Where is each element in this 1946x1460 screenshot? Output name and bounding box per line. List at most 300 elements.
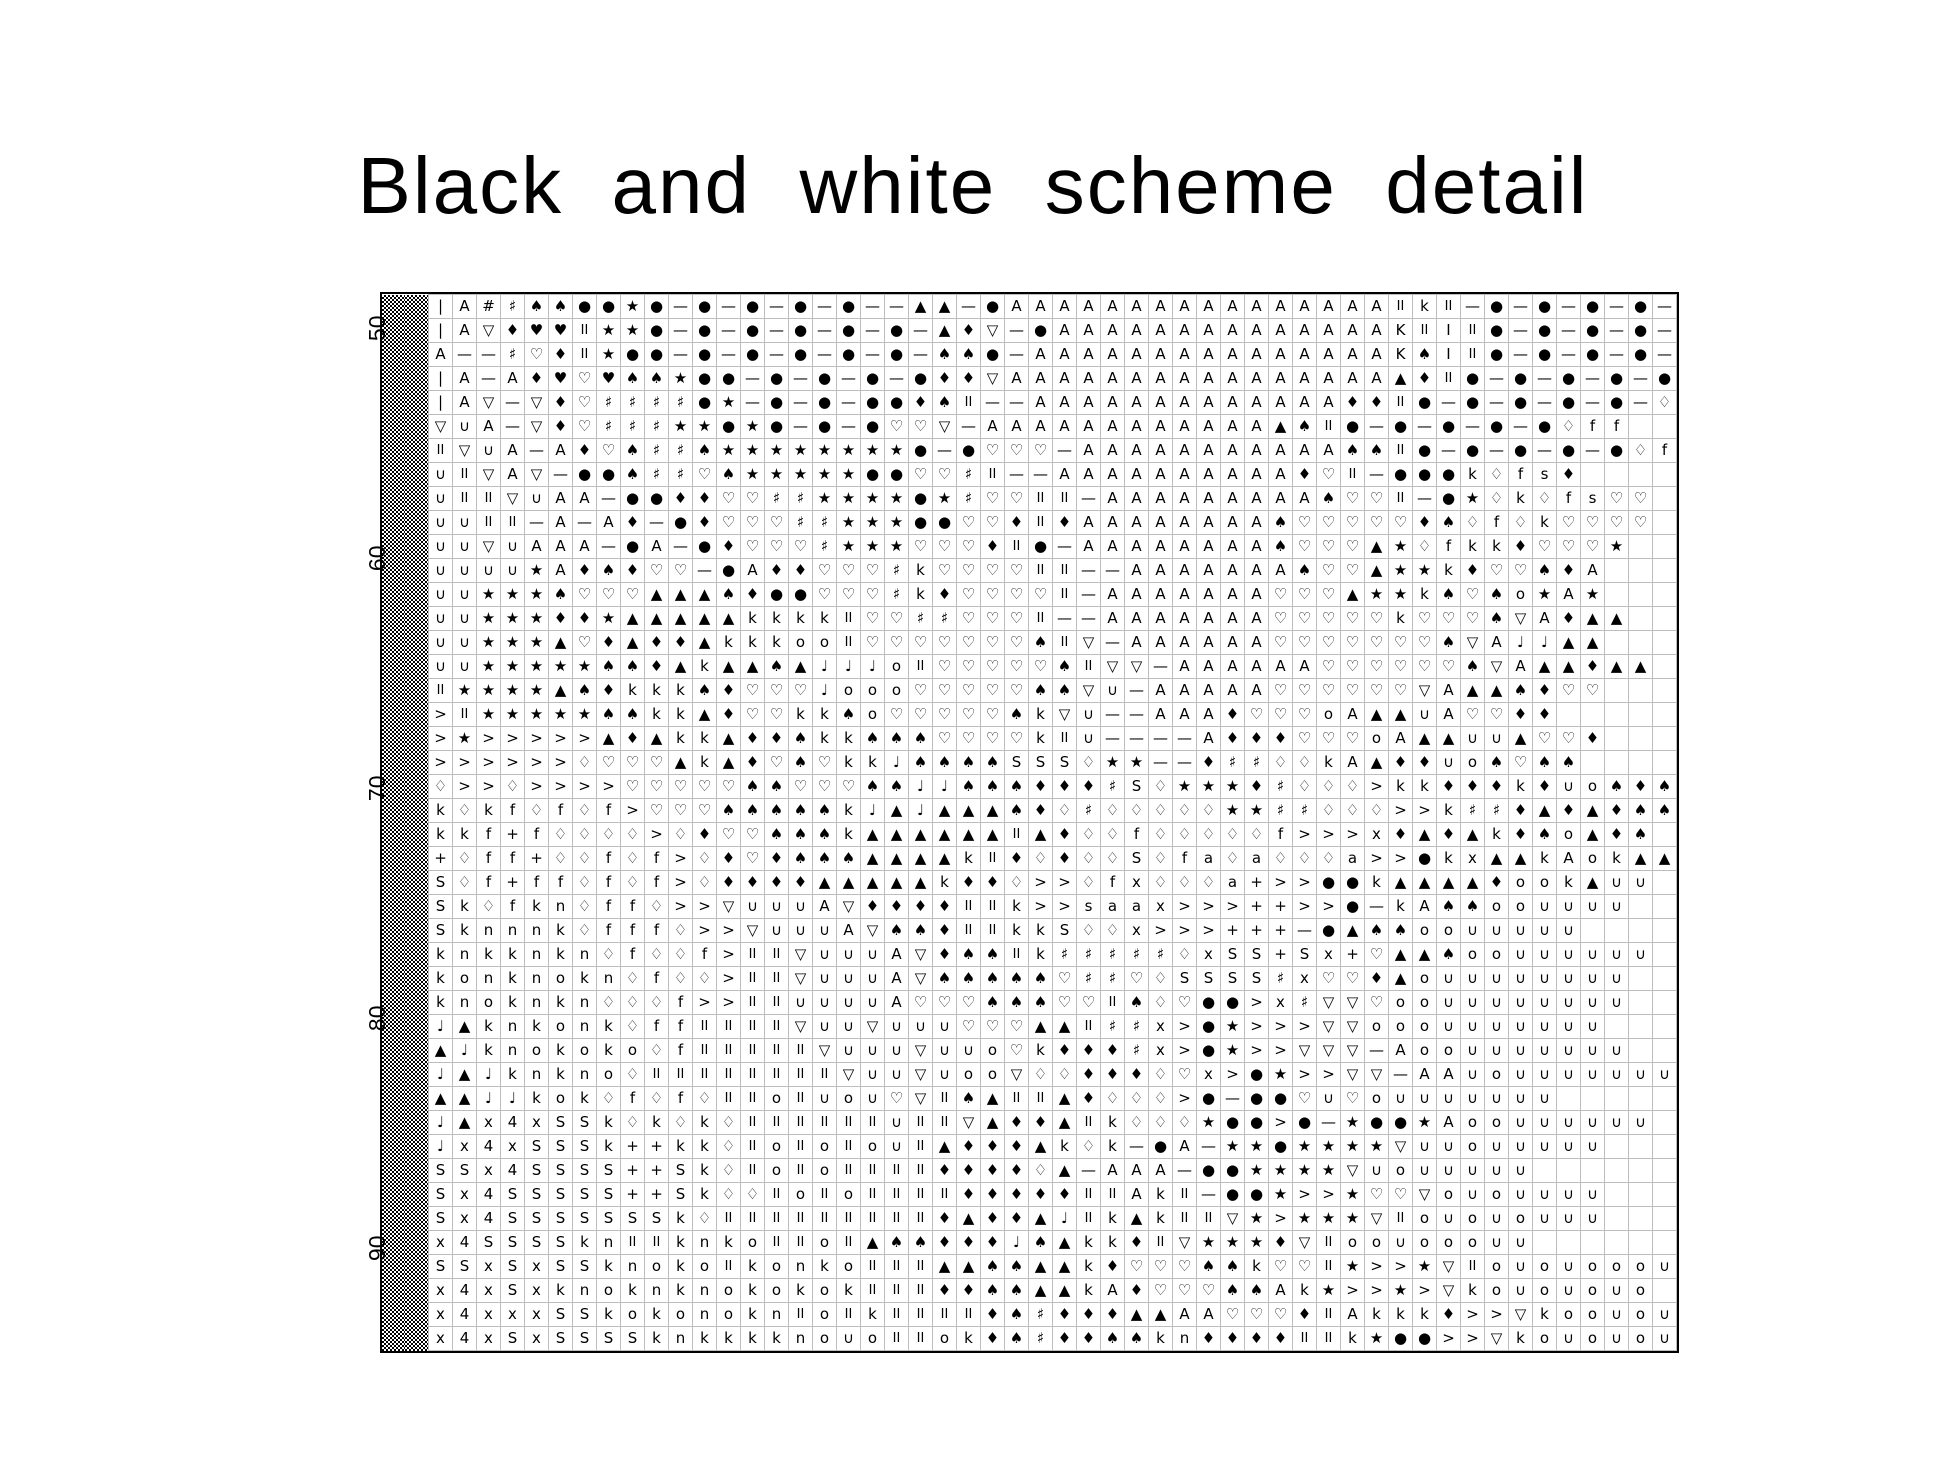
pattern-cell: ♢ xyxy=(573,895,597,919)
pattern-cell: > xyxy=(453,775,477,799)
pattern-cell: ♢ xyxy=(1533,487,1557,511)
pattern-cell: A xyxy=(1173,367,1197,391)
pattern-cell: A xyxy=(1269,391,1293,415)
pattern-cell: ● xyxy=(1245,1063,1269,1087)
pattern-cell: ♦ xyxy=(1125,1279,1149,1303)
pattern-cell: ♡ xyxy=(1341,679,1365,703)
pattern-cell: ♯ xyxy=(1221,751,1245,775)
pattern-cell: ♡ xyxy=(597,751,621,775)
pattern-cell: ▲ xyxy=(1581,823,1605,847)
pattern-cell: ♦ xyxy=(549,607,573,631)
pattern-cell: II xyxy=(741,967,765,991)
pattern-cell: II xyxy=(837,1135,861,1159)
pattern-cell: ▲ xyxy=(1581,799,1605,823)
pattern-cell: ▲ xyxy=(885,823,909,847)
pattern-cell: ● xyxy=(1461,439,1485,463)
pattern-cell: II xyxy=(1053,583,1077,607)
pattern-cell: ▲ xyxy=(1341,919,1365,943)
pattern-cell: ▽ xyxy=(1293,1039,1317,1063)
pattern-cell: ▲ xyxy=(981,823,1005,847)
pattern-cell: ∪ xyxy=(1581,991,1605,1015)
pattern-cell: ♡ xyxy=(621,751,645,775)
pattern-cell: k xyxy=(1101,1135,1125,1159)
pattern-cell: ♡ xyxy=(1341,535,1365,559)
pattern-cell: ★ xyxy=(597,319,621,343)
pattern-cell xyxy=(1653,991,1677,1015)
pattern-cell: ♠ xyxy=(1293,559,1317,583)
pattern-cell: > xyxy=(1245,1015,1269,1039)
pattern-cell: ♢ xyxy=(1173,1111,1197,1135)
pattern-cell: k xyxy=(477,799,501,823)
pattern-cell: ★ xyxy=(1461,487,1485,511)
pattern-cell: ▲ xyxy=(693,583,717,607)
pattern-cell: n xyxy=(525,967,549,991)
pattern-cell: S xyxy=(573,1303,597,1327)
pattern-cell: A xyxy=(1077,511,1101,535)
pattern-cell: > xyxy=(1413,799,1437,823)
pattern-cell: S xyxy=(429,1207,453,1231)
pattern-cell: II xyxy=(573,343,597,367)
pattern-cell: ♦ xyxy=(1413,367,1437,391)
pattern-cell: ♡ xyxy=(1389,511,1413,535)
pattern-cell: ★ xyxy=(477,703,501,727)
pattern-cell: S xyxy=(1221,943,1245,967)
pattern-cell: II xyxy=(1149,1231,1173,1255)
pattern-cell: k xyxy=(693,655,717,679)
pattern-cell: A xyxy=(1101,319,1125,343)
pattern-cell: ♢ xyxy=(693,871,717,895)
pattern-cell: ● xyxy=(1245,1183,1269,1207)
pattern-cell: ♡ xyxy=(837,559,861,583)
pattern-cell: A xyxy=(573,487,597,511)
pattern-cell: II xyxy=(789,1087,813,1111)
pattern-cell: ▽ xyxy=(717,895,741,919)
pattern-cell: k xyxy=(429,799,453,823)
pattern-cell: o xyxy=(1509,895,1533,919)
pattern-cell: ♠ xyxy=(1509,679,1533,703)
pattern-cell: ♢ xyxy=(573,823,597,847)
pattern-cell: ★ xyxy=(621,319,645,343)
pattern-cell: A xyxy=(1053,415,1077,439)
pattern-cell: k xyxy=(1101,1207,1125,1231)
pattern-cell: A xyxy=(1197,463,1221,487)
pattern-cell: o xyxy=(813,1327,837,1351)
pattern-cell: A xyxy=(1389,1039,1413,1063)
pattern-cell: ▽ xyxy=(429,415,453,439)
pattern-cell: n xyxy=(693,1231,717,1255)
pattern-cell: ♩ xyxy=(453,1039,477,1063)
pattern-cell: k xyxy=(549,1039,573,1063)
pattern-cell: o xyxy=(1389,1159,1413,1183)
pattern-cell: ▲ xyxy=(1557,631,1581,655)
pattern-cell xyxy=(405,1207,429,1231)
pattern-cell xyxy=(382,1135,405,1159)
pattern-cell: ♡ xyxy=(573,415,597,439)
pattern-cell: — xyxy=(1365,895,1389,919)
pattern-cell: A xyxy=(1341,751,1365,775)
pattern-cell: ♠ xyxy=(1653,799,1677,823)
pattern-cell: A xyxy=(1053,463,1077,487)
pattern-cell xyxy=(405,1279,429,1303)
pattern-cell: A xyxy=(1149,703,1173,727)
pattern-cell xyxy=(405,967,429,991)
pattern-cell: > xyxy=(1317,895,1341,919)
pattern-cell: — xyxy=(1605,295,1629,319)
pattern-cell: ♡ xyxy=(957,991,981,1015)
pattern-cell: A xyxy=(1317,391,1341,415)
pattern-cell: > xyxy=(453,751,477,775)
pattern-cell: ● xyxy=(1413,463,1437,487)
pattern-cell: ∪ xyxy=(453,655,477,679)
pattern-cell: + xyxy=(621,1135,645,1159)
pattern-cell: o xyxy=(1413,919,1437,943)
pattern-cell: ♢ xyxy=(1077,1135,1101,1159)
pattern-cell: A xyxy=(1173,391,1197,415)
pattern-cell xyxy=(1629,679,1653,703)
pattern-cell: ♡ xyxy=(1269,607,1293,631)
pattern-cell: S xyxy=(573,1327,597,1351)
pattern-cell: II xyxy=(909,1327,933,1351)
pattern-cell: II xyxy=(765,1183,789,1207)
pattern-cell: A xyxy=(1173,1135,1197,1159)
pattern-cell: ∪ xyxy=(1605,1279,1629,1303)
pattern-cell: II xyxy=(861,1111,885,1135)
pattern-cell: ∪ xyxy=(1581,967,1605,991)
pattern-cell: k xyxy=(669,1231,693,1255)
pattern-cell: II xyxy=(1461,1255,1485,1279)
pattern-cell: ♯ xyxy=(885,583,909,607)
pattern-cell: n xyxy=(573,1063,597,1087)
pattern-cell xyxy=(1653,511,1677,535)
pattern-cell: ● xyxy=(789,295,813,319)
pattern-cell: ★ xyxy=(501,607,525,631)
pattern-cell: ★ xyxy=(813,487,837,511)
pattern-cell: > xyxy=(549,751,573,775)
pattern-cell: II xyxy=(717,1039,741,1063)
pattern-cell: o xyxy=(765,1159,789,1183)
pattern-cell: ♡ xyxy=(1341,727,1365,751)
pattern-cell: A xyxy=(1149,631,1173,655)
pattern-cell: — xyxy=(1533,439,1557,463)
pattern-cell: ♡ xyxy=(957,631,981,655)
pattern-cell: ♠ xyxy=(813,823,837,847)
pattern-cell: x xyxy=(525,1255,549,1279)
pattern-cell: S xyxy=(549,1231,573,1255)
pattern-cell: ♯ xyxy=(1053,943,1077,967)
pattern-cell: ♦ xyxy=(789,871,813,895)
pattern-cell: ★ xyxy=(789,439,813,463)
pattern-cell: ● xyxy=(1221,991,1245,1015)
pattern-cell: x xyxy=(453,1207,477,1231)
pattern-cell xyxy=(382,1303,405,1327)
pattern-cell xyxy=(1605,1231,1629,1255)
pattern-cell: ∪ xyxy=(1581,1063,1605,1087)
pattern-cell: ♢ xyxy=(1149,1063,1173,1087)
pattern-cell: ∪ xyxy=(861,991,885,1015)
pattern-cell: ♦ xyxy=(693,511,717,535)
pattern-cell: ♯ xyxy=(1149,943,1173,967)
pattern-cell: o xyxy=(813,1135,837,1159)
pattern-cell: ♠ xyxy=(1197,1255,1221,1279)
pattern-cell: ♡ xyxy=(1269,631,1293,655)
pattern-cell: f xyxy=(1269,823,1293,847)
pattern-cell: ∪ xyxy=(765,895,789,919)
pattern-cell: ▽ xyxy=(957,1111,981,1135)
pattern-cell: — xyxy=(933,439,957,463)
pattern-cell: II xyxy=(1077,1183,1101,1207)
pattern-cell: ♦ xyxy=(1005,1183,1029,1207)
pattern-cell xyxy=(382,463,405,487)
pattern-cell: ♡ xyxy=(1365,655,1389,679)
pattern-cell: ♦ xyxy=(1629,775,1653,799)
pattern-cell: o xyxy=(1365,727,1389,751)
pattern-cell: ♦ xyxy=(1509,535,1533,559)
pattern-cell: k xyxy=(453,895,477,919)
pattern-cell: x xyxy=(1125,919,1149,943)
pattern-cell: ∪ xyxy=(909,1015,933,1039)
pattern-cell: II xyxy=(717,1015,741,1039)
pattern-cell: k xyxy=(597,1111,621,1135)
pattern-cell: o xyxy=(669,1303,693,1327)
pattern-cell: ♡ xyxy=(1053,991,1077,1015)
pattern-cell: k xyxy=(693,727,717,751)
pattern-cell xyxy=(382,487,405,511)
pattern-cell: ♡ xyxy=(1365,511,1389,535)
pattern-cell: II xyxy=(933,1303,957,1327)
pattern-cell: S xyxy=(1053,751,1077,775)
pattern-row xyxy=(382,1183,1677,1207)
pattern-cell: ∪ xyxy=(1533,967,1557,991)
pattern-cell xyxy=(1653,1159,1677,1183)
pattern-cell: ♢ xyxy=(621,1063,645,1087)
pattern-cell: S xyxy=(1245,943,1269,967)
pattern-cell: ♡ xyxy=(1005,1015,1029,1039)
pattern-cell: ♡ xyxy=(669,799,693,823)
pattern-cell: ∪ xyxy=(1533,1111,1557,1135)
pattern-cell: A xyxy=(1101,463,1125,487)
pattern-cell: A xyxy=(1101,343,1125,367)
pattern-cell: ● xyxy=(693,295,717,319)
pattern-cell: S xyxy=(573,1111,597,1135)
pattern-cell: ♩ xyxy=(1533,631,1557,655)
pattern-cell: ∪ xyxy=(1461,919,1485,943)
pattern-cell: — xyxy=(717,295,741,319)
pattern-cell: A xyxy=(1269,463,1293,487)
pattern-cell: A xyxy=(1221,535,1245,559)
pattern-cell: o xyxy=(1413,1015,1437,1039)
pattern-cell: ♦ xyxy=(765,727,789,751)
pattern-cell: ▲ xyxy=(861,1231,885,1255)
pattern-cell: o xyxy=(837,1183,861,1207)
pattern-cell: ∪ xyxy=(1461,727,1485,751)
pattern-cell: ★ xyxy=(549,703,573,727)
pattern-cell: A xyxy=(525,535,549,559)
pattern-cell: ♢ xyxy=(1101,823,1125,847)
pattern-cell: — xyxy=(693,559,717,583)
pattern-cell: A xyxy=(1221,559,1245,583)
pattern-cell: II xyxy=(1317,1231,1341,1255)
pattern-cell: A xyxy=(1293,319,1317,343)
pattern-cell: ▲ xyxy=(1437,727,1461,751)
pattern-cell: ♠ xyxy=(1005,967,1029,991)
pattern-cell: ∪ xyxy=(1557,967,1581,991)
pattern-cell: f xyxy=(501,799,525,823)
pattern-cell: ♡ xyxy=(861,607,885,631)
pattern-cell: k xyxy=(1413,1303,1437,1327)
pattern-cell: ★ xyxy=(1413,1255,1437,1279)
pattern-cell: k xyxy=(597,1135,621,1159)
pattern-cell: ♡ xyxy=(981,583,1005,607)
pattern-cell: ▲ xyxy=(693,631,717,655)
pattern-cell xyxy=(405,1303,429,1327)
pattern-cell: ♡ xyxy=(957,535,981,559)
pattern-cell: ∪ xyxy=(813,1087,837,1111)
pattern-cell: A xyxy=(1125,367,1149,391)
pattern-cell: ▲ xyxy=(1437,871,1461,895)
pattern-cell: ∪ xyxy=(885,1039,909,1063)
pattern-cell: ● xyxy=(645,295,669,319)
pattern-cell: ∪ xyxy=(1509,1231,1533,1255)
pattern-cell: ▽ xyxy=(861,1015,885,1039)
pattern-cell: ♦ xyxy=(1077,1039,1101,1063)
pattern-cell: — xyxy=(1485,439,1509,463)
pattern-cell: f xyxy=(669,991,693,1015)
pattern-cell: ▽ xyxy=(837,895,861,919)
pattern-cell: A xyxy=(1149,535,1173,559)
pattern-cell: ♡ xyxy=(981,655,1005,679)
pattern-cell: ♠ xyxy=(1317,487,1341,511)
pattern-cell: A xyxy=(1173,703,1197,727)
pattern-cell: > xyxy=(1197,919,1221,943)
pattern-cell: f xyxy=(669,1015,693,1039)
pattern-cell: ∪ xyxy=(1557,1279,1581,1303)
pattern-cell: ♡ xyxy=(1005,439,1029,463)
pattern-cell: ♦ xyxy=(549,415,573,439)
pattern-cell: ♢ xyxy=(1077,847,1101,871)
pattern-cell: ♦ xyxy=(573,607,597,631)
pattern-cell: ▽ xyxy=(981,319,1005,343)
pattern-cell xyxy=(405,463,429,487)
pattern-cell: ∪ xyxy=(1557,1015,1581,1039)
pattern-cell: ▲ xyxy=(861,847,885,871)
pattern-cell: S xyxy=(477,1231,501,1255)
pattern-cell: ▲ xyxy=(861,823,885,847)
pattern-cell: ★ xyxy=(1221,775,1245,799)
pattern-cell: ∪ xyxy=(1509,943,1533,967)
pattern-cell: ♯ xyxy=(1125,1039,1149,1063)
pattern-cell xyxy=(1653,1135,1677,1159)
pattern-cell: ♯ xyxy=(1077,967,1101,991)
pattern-cell: o xyxy=(861,1327,885,1351)
pattern-cell: ♡ xyxy=(741,823,765,847)
pattern-cell: x xyxy=(501,1135,525,1159)
pattern-cell: ♢ xyxy=(1293,847,1317,871)
pattern-cell: ▽ xyxy=(789,967,813,991)
pattern-cell: ★ xyxy=(501,679,525,703)
pattern-cell xyxy=(1605,1207,1629,1231)
pattern-cell: ♦ xyxy=(1005,847,1029,871)
pattern-cell: ♡ xyxy=(1605,487,1629,511)
pattern-cell: ♡ xyxy=(1509,751,1533,775)
pattern-cell: k xyxy=(1461,1279,1485,1303)
pattern-cell: ▲ xyxy=(957,823,981,847)
pattern-cell xyxy=(1629,535,1653,559)
pattern-cell: ♡ xyxy=(885,631,909,655)
pattern-cell xyxy=(405,727,429,751)
pattern-cell: k xyxy=(909,559,933,583)
pattern-cell: ★ xyxy=(789,463,813,487)
pattern-cell: II xyxy=(1053,727,1077,751)
pattern-cell: ● xyxy=(933,511,957,535)
pattern-cell xyxy=(405,1015,429,1039)
row-axis-tick: 50 xyxy=(364,315,391,342)
pattern-cell: k xyxy=(429,991,453,1015)
pattern-cell: II xyxy=(429,439,453,463)
pattern-cell: ♢ xyxy=(621,991,645,1015)
pattern-cell: ♠ xyxy=(549,295,573,319)
pattern-cell: ★ xyxy=(669,415,693,439)
pattern-cell: ∪ xyxy=(429,487,453,511)
pattern-cell: ∪ xyxy=(1605,1063,1629,1087)
pattern-cell: A xyxy=(1125,535,1149,559)
pattern-cell: ∪ xyxy=(1509,991,1533,1015)
pattern-cell xyxy=(382,895,405,919)
pattern-cell: > xyxy=(645,823,669,847)
pattern-cell: ♥ xyxy=(549,319,573,343)
pattern-row xyxy=(382,559,1677,583)
pattern-cell: ▲ xyxy=(933,295,957,319)
pattern-cell: ♠ xyxy=(621,703,645,727)
pattern-cell: II xyxy=(1389,487,1413,511)
pattern-cell: o xyxy=(981,1039,1005,1063)
pattern-cell: k xyxy=(717,631,741,655)
pattern-cell: — xyxy=(1125,703,1149,727)
pattern-cell: ♠ xyxy=(1293,415,1317,439)
pattern-cell: ● xyxy=(813,391,837,415)
pattern-cell: ♡ xyxy=(981,439,1005,463)
pattern-cell: ♡ xyxy=(1341,631,1365,655)
pattern-cell: n xyxy=(597,1231,621,1255)
pattern-cell: n xyxy=(1173,1327,1197,1351)
pattern-cell: ♦ xyxy=(981,1159,1005,1183)
pattern-cell: ▽ xyxy=(1413,679,1437,703)
pattern-cell: ▲ xyxy=(1029,1207,1053,1231)
pattern-cell xyxy=(382,1183,405,1207)
pattern-cell: A xyxy=(1221,319,1245,343)
pattern-cell: ♡ xyxy=(933,559,957,583)
pattern-cell: > xyxy=(1245,991,1269,1015)
pattern-cell: k xyxy=(861,1303,885,1327)
pattern-cell: ● xyxy=(1245,1111,1269,1135)
pattern-cell: — xyxy=(813,295,837,319)
pattern-row xyxy=(382,847,1677,871)
pattern-cell xyxy=(1653,967,1677,991)
pattern-cell: o xyxy=(861,703,885,727)
pattern-cell: f xyxy=(1581,415,1605,439)
pattern-cell: II xyxy=(813,1183,837,1207)
pattern-cell: f xyxy=(645,847,669,871)
pattern-cell: — xyxy=(1317,1111,1341,1135)
pattern-cell: — xyxy=(1533,367,1557,391)
pattern-cell: ♡ xyxy=(1629,511,1653,535)
pattern-cell: k xyxy=(741,631,765,655)
pattern-cell: ♠ xyxy=(957,775,981,799)
pattern-cell: ♢ xyxy=(1077,823,1101,847)
pattern-cell: ♡ xyxy=(1005,1039,1029,1063)
pattern-cell: ♠ xyxy=(837,703,861,727)
pattern-cell: ♯ xyxy=(597,415,621,439)
pattern-cell: ★ xyxy=(1365,1327,1389,1351)
